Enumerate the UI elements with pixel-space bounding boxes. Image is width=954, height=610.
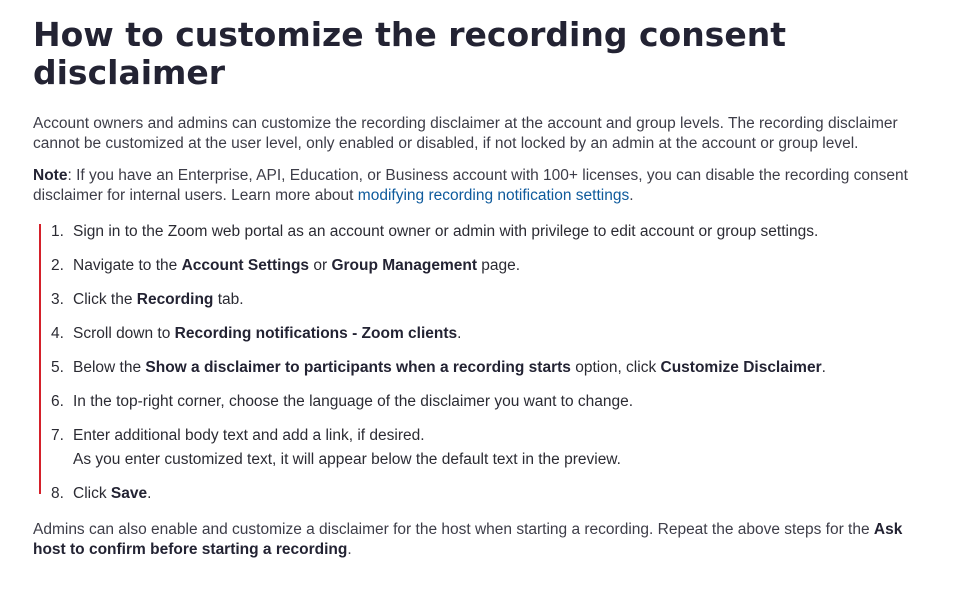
step-6: 6. In the top-right corner, choose the language of the disclaimer you want to change. (51, 393, 634, 410)
step-7-note: As you enter customized text, it will appear below the default text in the preview. (73, 451, 621, 468)
page-title: How to customize the recording consent disclaimer (33, 15, 786, 92)
step-2: 2. Navigate to the Account Settings or Group Management page. (51, 257, 521, 274)
steps-list (51, 222, 933, 504)
note-label: Note (33, 167, 68, 184)
steps-section (33, 222, 933, 504)
outro-bold: Ask host to confirm before starting a recording (33, 521, 903, 558)
article (33, 16, 933, 560)
note-end: . (629, 187, 634, 204)
step-7: 7. Enter additional body text and add a link, if desired. As you enter customized text, it will appear below the default text in the preview. (51, 427, 621, 468)
highlight-bar (39, 224, 41, 494)
outro-paragraph: Admins can also enable and customize a disclaimer for the host when starting a recording. Repeat the above steps for the Ask host to confirm before starting a recording. (33, 521, 903, 558)
intro-paragraph: Account owners and admins can customize the recording disclaimer at the account and group levels. The recording disclaimer cannot be customized at the user level, only enabled or disabled, if not locked by an admin at the account or group level. (33, 115, 898, 152)
step-1: 1. Sign in to the Zoom web portal as an account owner or admin with privilege to edit account or group settings. (51, 223, 819, 240)
note-paragraph (33, 166, 933, 206)
step-8: 8. Click Save. (51, 485, 152, 502)
note-text: : If you have an Enterprise, API, Education, or Business account with 100+ licenses, you can disable the recording consent disclaimer for internal users. Learn more about (33, 167, 908, 204)
step-3: 3. Click the Recording tab. (51, 291, 244, 308)
step-5: 5. Below the Show a disclaimer to participants when a recording starts option, click Customize Disclaimer. (51, 359, 826, 376)
step-4: 4. Scroll down to Recording notifications - Zoom clients. (51, 325, 462, 342)
modifying-recording-notification-settings-link[interactable]: modifying recording notification settings (357, 187, 630, 204)
